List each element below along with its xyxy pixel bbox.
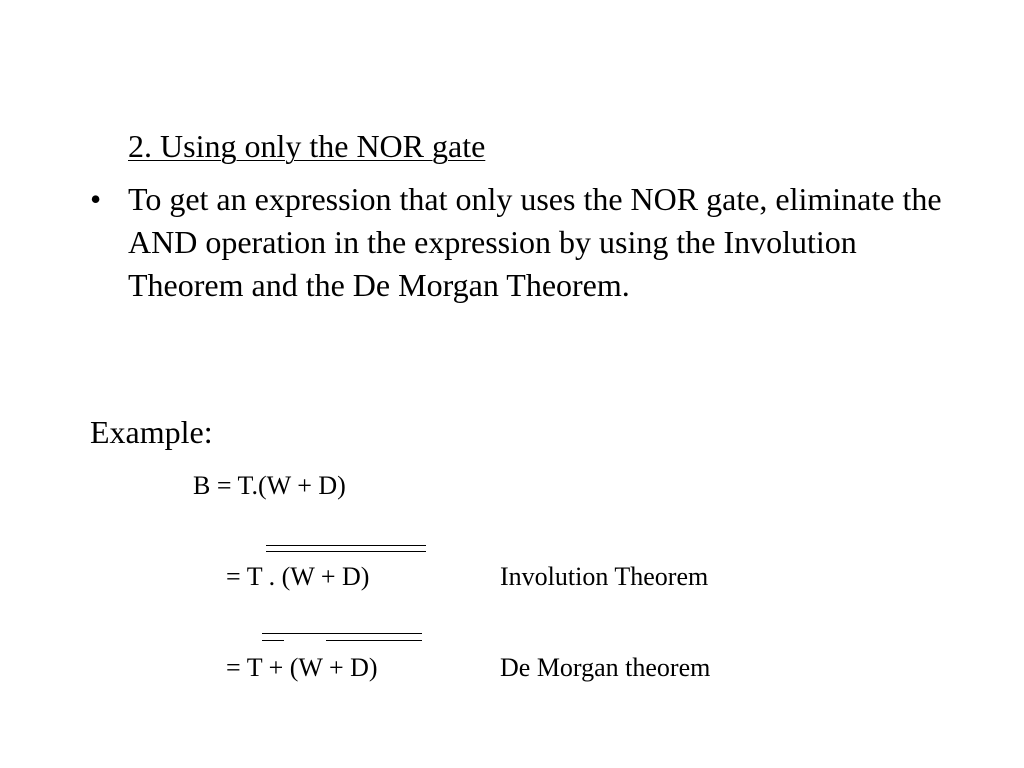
slide-heading: 2. Using only the NOR gate xyxy=(128,128,486,164)
equation-line-3: = T + (W + D) xyxy=(226,653,378,682)
equation-reason-3: De Morgan theorem xyxy=(500,653,711,682)
overbar-t-line3 xyxy=(262,640,284,641)
overbar-wd-line3 xyxy=(326,640,422,641)
bullet-marker: • xyxy=(90,181,102,217)
equation-line-2: = T . (W + D) xyxy=(226,562,370,591)
overbar-double-bottom-line2 xyxy=(266,551,426,552)
overbar-double-top-line2 xyxy=(266,545,426,546)
equation-reason-2: Involution Theorem xyxy=(500,562,709,591)
overbar-full-line3 xyxy=(262,633,422,634)
bullet-text: To get an expression that only uses the NOR gate, eliminate the AND operation in the expression by using the Involution Theorem and the De Morgan Theorem. xyxy=(128,181,942,303)
equation-line-1: B = T.(W + D) xyxy=(193,471,346,500)
example-label: Example: xyxy=(90,414,213,450)
